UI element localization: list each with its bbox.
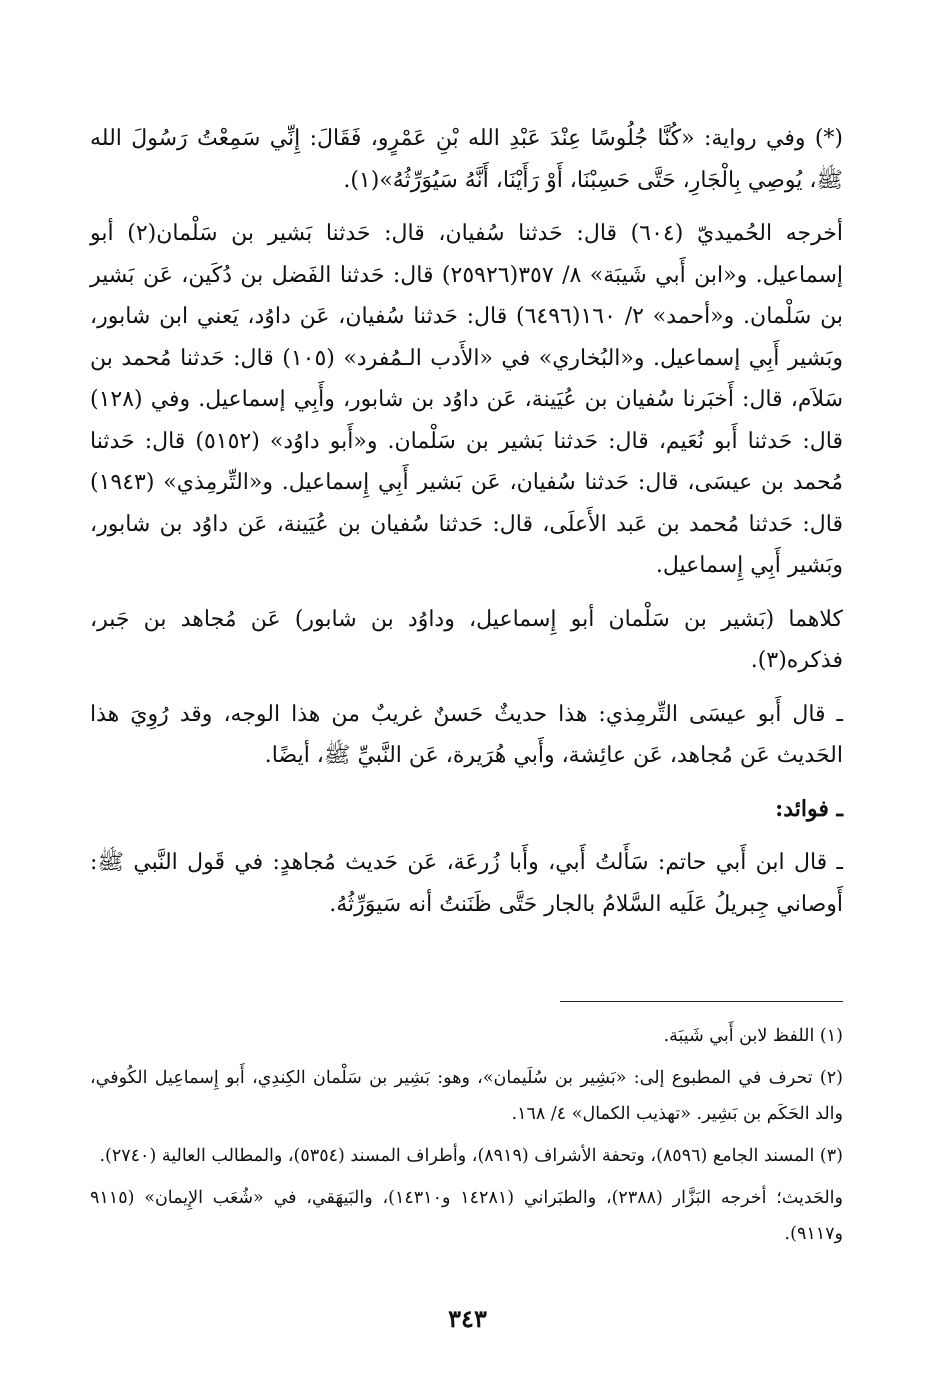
fawaid-heading: ـ فوائد: [775,795,843,822]
both-narrators-paragraph: كلاهما (بَشير بن سَلْمان أبو إِسماعيل، وداوُد بن شابور) عَن مُجاهد بن جَبر، فذكره(٣). [90,606,843,673]
takhrij-paragraph: أخرجه الحُميديّ (٦٠٤) قال: حَدثنا سُفيان، قال: حَدثنا بَشير بن سَلْمان(٢) أبو إسماعيل. و«ابن أَبي شَيبَة» ٨/ ٣٥٧(٢٥٩٢٦) قال: حَدثنا الفَضل بن دُكَين، عَن بَشير بن سَلْمان. و«أحمد» ٢/ ١٦٠(٦٤٩٦) قال: حَدثنا سُفيان، عَن داوُد، يَعني ابن شابور، وبَشير أَبِي إسماعيل. و«البُخاري» في «الأَدب الـمُفرد» (١٠٥) قال: حَدثنا مُحمد بن سَلاَم، قال: أَخبَرنا سُفيان بن عُيَينة، عَن داوُد بن شابور، وأَبِي إسماعيل. وفي (١٢٨) قال: حَدثنا أَبو نُعَيم، قال: حَدثنا بَشير بن سَلْمان. و«أَبو داوُد» (٥١٥٢) قال: حَدثنا مُحمد بن عيسَى، قال: حَدثنا سُفيان، عَن بَشير أَبِي إِسماعيل. و«التِّرمِذي» (١٩٤٣) قال: حَدثنا مُحمد بن عَبد الأَعلَى، قال: حَدثنا سُفيان بن عُيَينة، عَن داوُد بن شابور، وبَشير أَبِي إِسماعيل. [90,221,844,578]
footnotes [90,1018,843,1258]
tirmidhi-remark-paragraph: ـ قال أَبو عيسَى التِّرمِذي: هذا حديثٌ حَسنٌ غريبٌ من هذا الوجه، وقد رُوِيَ هذا الحَديث عَن مُجاهد، عَن عائِشة، وأَبي هُرَيرة، عَن النَّبيِّ ﷺ، أيضًا. [90,701,843,768]
footnote-2: (٢) تحرف في المطبوع إلى: «بَشِير بن سُلَيمان»، وهو: بَشِير بن سَلْمان الكِندِي، أَبو إِسماعِيل الكُوفي، والد الحَكَم بن بَشِير. «تهذيب الكمال» ٤/ ١٦٨. [90,1068,843,1124]
footnote-1: (١) اللفظ لابن أَبي شَيبَة. [663,1026,843,1046]
fawaid-paragraph: ـ قال ابن أَبي حاتم: سَأَلتُ أَبي، وأَبا زُرعَة، عَن حَديث مُجاهدٍ: في قَول النَّبي ﷺ: أَوصاني جِبريلُ عَلَيه السَّلامُ بالجار حَتَّى ظَنَنتُ أنه سَيوَرِّثُهُ. [90,850,843,917]
footnote-3: (٣) المسند الجامع (٨٥٩٦)، وتحفة الأشراف (٨٩١٩)، وأطراف المسند (٥٣٥٤)، والمطالب العالية (٢٧٤٠). [99,1146,843,1166]
footnote-3-continuation: والحَديث؛ أخرجه البَزَّار (٢٣٨٨)، والطبَراني (١٤٢٨١ و١٤٣١٠)، والبَيهَقي، في «شُعَب الإِيمان» (٩١١٥ و٩١١٧). [90,1188,843,1244]
page-number: ٣٤٣ [448,1304,487,1333]
main-text [90,118,843,925]
footnote-divider [560,1001,843,1002]
hadith-variant-paragraph: (*) وفي رواية: «كُنَّا جُلُوسًا عِنْدَ عَبْدِ الله بْنِ عَمْرٍو، فَقَالَ: إِنِّي سَمِعْتُ رَسُولَ الله ﷺ، يُوصِي بِالْجَارِ، حَتَّى حَسِبْنَا، أَوْ رَأَيْنَا، أَنَّهُ سَيُوَرِّثُهُ»(١). [90,126,843,193]
